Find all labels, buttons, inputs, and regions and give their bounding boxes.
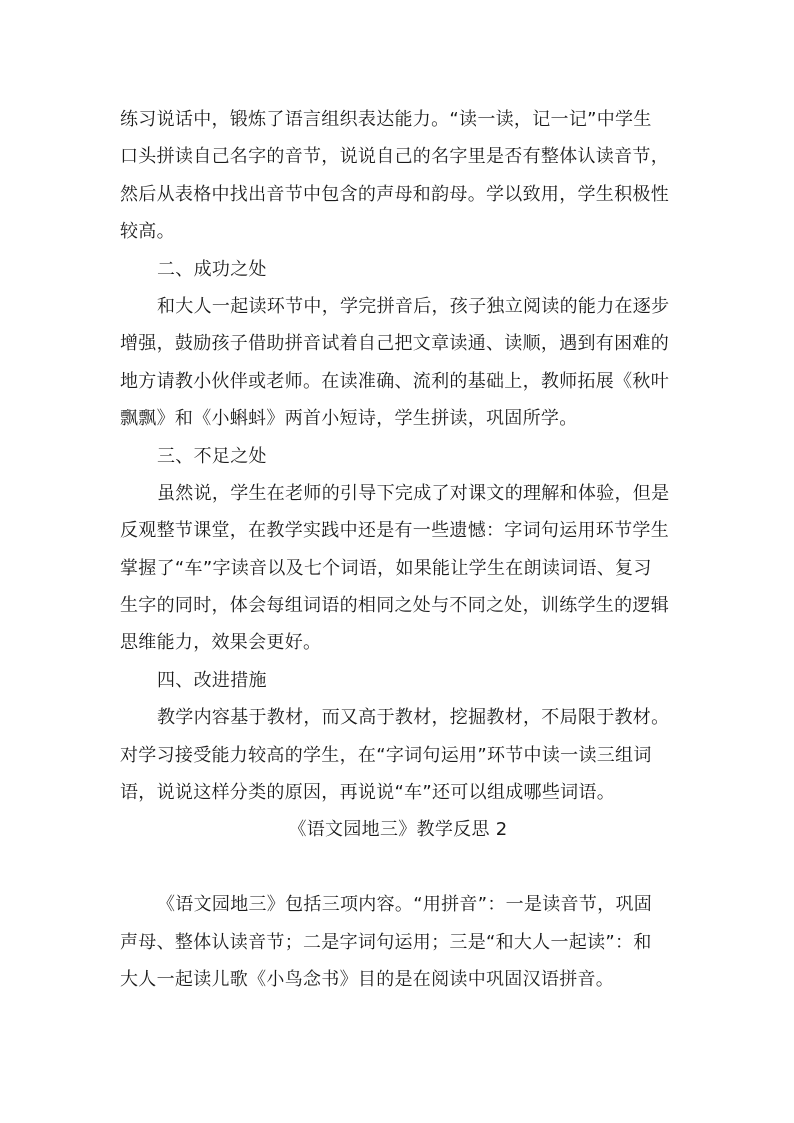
text-line: 对学习接受能力较高的学生，在“字词句运用”环节中读一读三组词	[120, 744, 652, 766]
text-line: 虽然说，学生在老师的引导下完成了对课文的理解和体验，但是	[157, 482, 670, 504]
text-line: 大人一起读儿歌《小鸟念书》目的是在阅读中巩固汉语拼音。	[120, 968, 615, 990]
section-heading-improvements: 四、改进措施	[157, 669, 267, 691]
text-line: 飘飘》和《小蝌蚪》两首小短诗，学生拼读，巩固所学。	[120, 408, 578, 430]
text-line: 声母、整体认读音节；二是字词句运用；三是“和大人一起读”：和	[120, 931, 652, 953]
text-line: 教学内容基于教材，而又高于教材，挖掘教材，不局限于教材。	[157, 707, 670, 729]
text-line: 生字的同时，体会每组词语的相同之处与不同之处，训练学生的逻辑	[120, 595, 669, 617]
document-body	[120, 101, 676, 998]
text-line: 增强，鼓励孩子借助拼音试着自己把文章读通、读顺，遇到有困难的	[120, 333, 669, 355]
section-heading-shortcomings: 三、不足之处	[157, 445, 267, 467]
paragraph-success	[120, 288, 676, 438]
text-line: 练习说话中，锻炼了语言组织表达能力。“读一读，记一记”中学生	[120, 109, 652, 130]
text-line: 口头拼读自己名字的音节，说说自己的名字里是否有整体认读音节，	[120, 146, 669, 168]
paragraph-continuation	[120, 101, 676, 251]
text-line: 思维能力，效果会更好。	[120, 632, 322, 654]
text-line: 和大人一起读环节中，学完拼音后，孩子独立阅读的能力在逐步	[157, 295, 670, 317]
blank-line	[120, 849, 676, 886]
text-line: 反观整节课堂，在教学实践中还是有一些遗憾：字词句运用环节学生	[120, 520, 669, 542]
text-line: 较高。	[120, 221, 175, 243]
section-heading-success: 二、成功之处	[157, 258, 267, 280]
text-line: 掌握了“车”字读音以及七个词语，如果能让学生在朗读词语、复习	[120, 557, 652, 579]
article-title: 《语文园地三》教学反思 2	[288, 819, 508, 841]
text-line: 《语文园地三》包括三项内容。“用拼音”：一是读音节，巩固	[157, 894, 653, 916]
text-line: 语，说说这样分类的原因，再说说“车”还可以组成哪些词语。	[120, 782, 616, 804]
text-line: 地方请教小伙伴或老师。在读准确、流利的基础上，教师拓展《秋叶	[120, 370, 669, 392]
paragraph-shortcomings	[120, 475, 676, 662]
paragraph-improvements	[120, 699, 676, 811]
text-line: 然后从表格中找出音节中包含的声母和韵母。学以致用，学生积极性	[120, 183, 669, 205]
paragraph-reflection-intro	[120, 886, 676, 998]
